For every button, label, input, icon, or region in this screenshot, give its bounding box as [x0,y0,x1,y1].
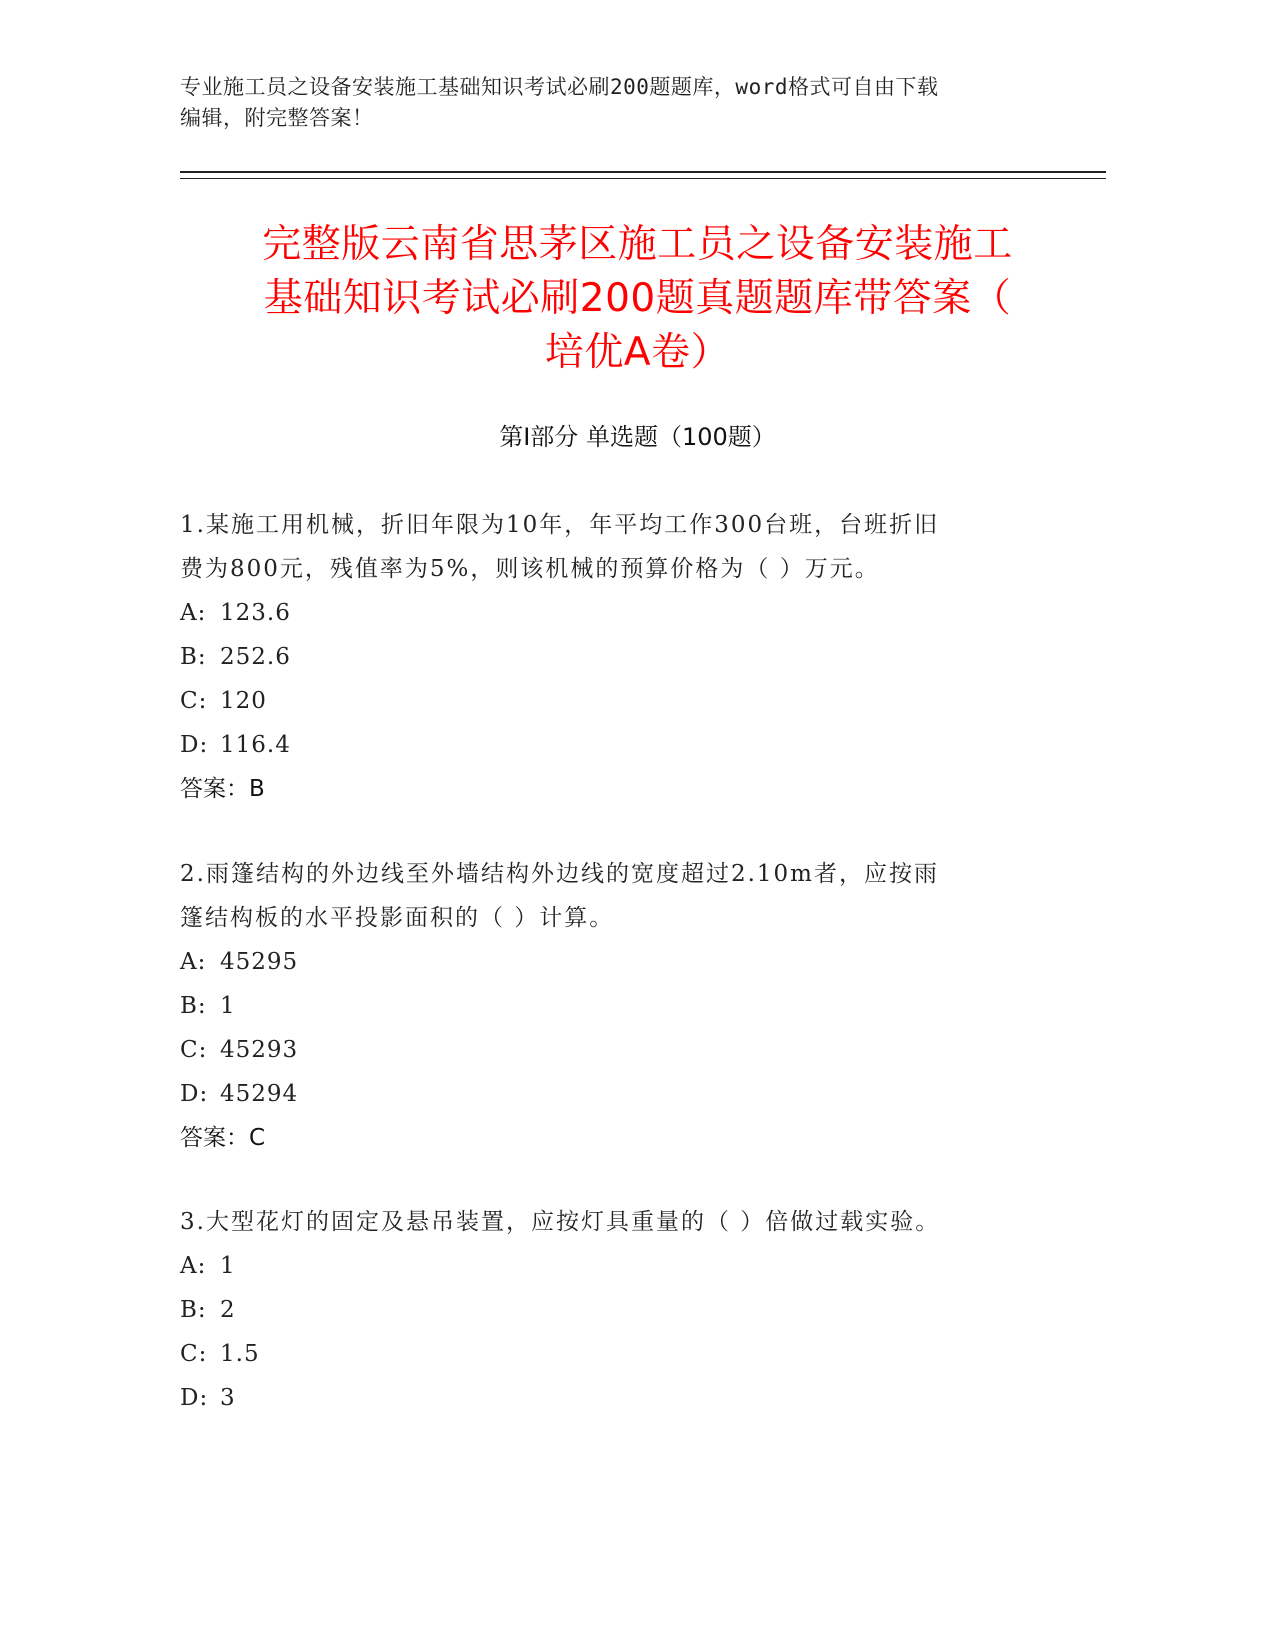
option-d [180,1072,1060,1116]
option-text: 1 [220,1253,236,1279]
option-text: 116.4 [220,732,291,758]
header-divider-thin [180,178,1106,179]
option-b [180,1288,1060,1332]
header-note [180,72,1100,134]
option-letter: C: [180,688,208,714]
option-text: 1.5 [220,1341,260,1367]
question-stem-line: 3.大型花灯的固定及悬吊装置，应按灯具重量的（ ）倍做过载实验。 [180,1209,941,1235]
option-letter: A: [180,600,207,626]
option-letter: C: [180,1037,208,1063]
header-divider-thick [180,171,1106,173]
option-letter: A: [180,949,207,975]
question-stem [180,1200,1060,1244]
option-c [180,1028,1060,1072]
option-letter: C: [180,1341,208,1367]
option-letter: B: [180,644,207,670]
question-stem [180,503,1060,591]
option-letter: B: [180,1297,207,1323]
option-text: 3 [220,1385,236,1411]
header-note-line-1: 专业施工员之设备安装施工基础知识考试必刷200题题库，word格式可自由下载 [180,75,939,99]
option-d [180,723,1060,767]
answer: 答案：B [180,776,265,802]
document-title-line-3: 培优A卷） [544,330,731,375]
option-text: 252.6 [220,644,291,670]
option-c [180,679,1060,723]
option-b [180,984,1060,1028]
option-text: 120 [220,688,267,714]
option-text: 45295 [220,949,299,975]
question-stem-line: 费为800元，残值率为5%，则该机械的预算价格为（ ）万元。 [180,556,880,582]
option-d [180,1376,1060,1420]
answer: 答案：C [180,1125,266,1151]
question-3 [180,1200,1060,1420]
option-text: 123.6 [220,600,291,626]
option-letter: A: [180,1253,207,1279]
option-letter: D: [180,732,209,758]
option-text: 45293 [220,1037,299,1063]
document-title-line-2: 基础知识考试必刷200题真题题库带答案（ [263,276,1012,321]
option-c [180,1332,1060,1376]
document-title [160,218,1115,380]
header-note-line-2: 编辑，附完整答案！ [180,106,374,130]
option-b [180,635,1060,679]
option-letter: B: [180,993,207,1019]
section-title: 第Ⅰ部分 单选题（100题） [499,423,776,451]
question-2 [180,852,1060,1160]
option-a [180,1244,1060,1288]
option-letter: D: [180,1081,209,1107]
option-a [180,591,1060,635]
document-title-line-1: 完整版云南省思茅区施工员之设备安装施工 [262,222,1013,267]
question-stem-line: 篷结构板的水平投影面积的（ ）计算。 [180,905,615,931]
question-stem-line: 2.雨篷结构的外边线至外墙结构外边线的宽度超过2.10m者，应按雨 [180,861,939,887]
question-stem [180,852,1060,940]
question-stem-line: 1.某施工用机械，折旧年限为10年，年平均工作300台班，台班折旧 [180,512,940,538]
question-1 [180,503,1060,811]
option-text: 2 [220,1297,236,1323]
option-text: 1 [220,993,236,1019]
option-text: 45294 [220,1081,299,1107]
option-a [180,940,1060,984]
option-letter: D: [180,1385,209,1411]
